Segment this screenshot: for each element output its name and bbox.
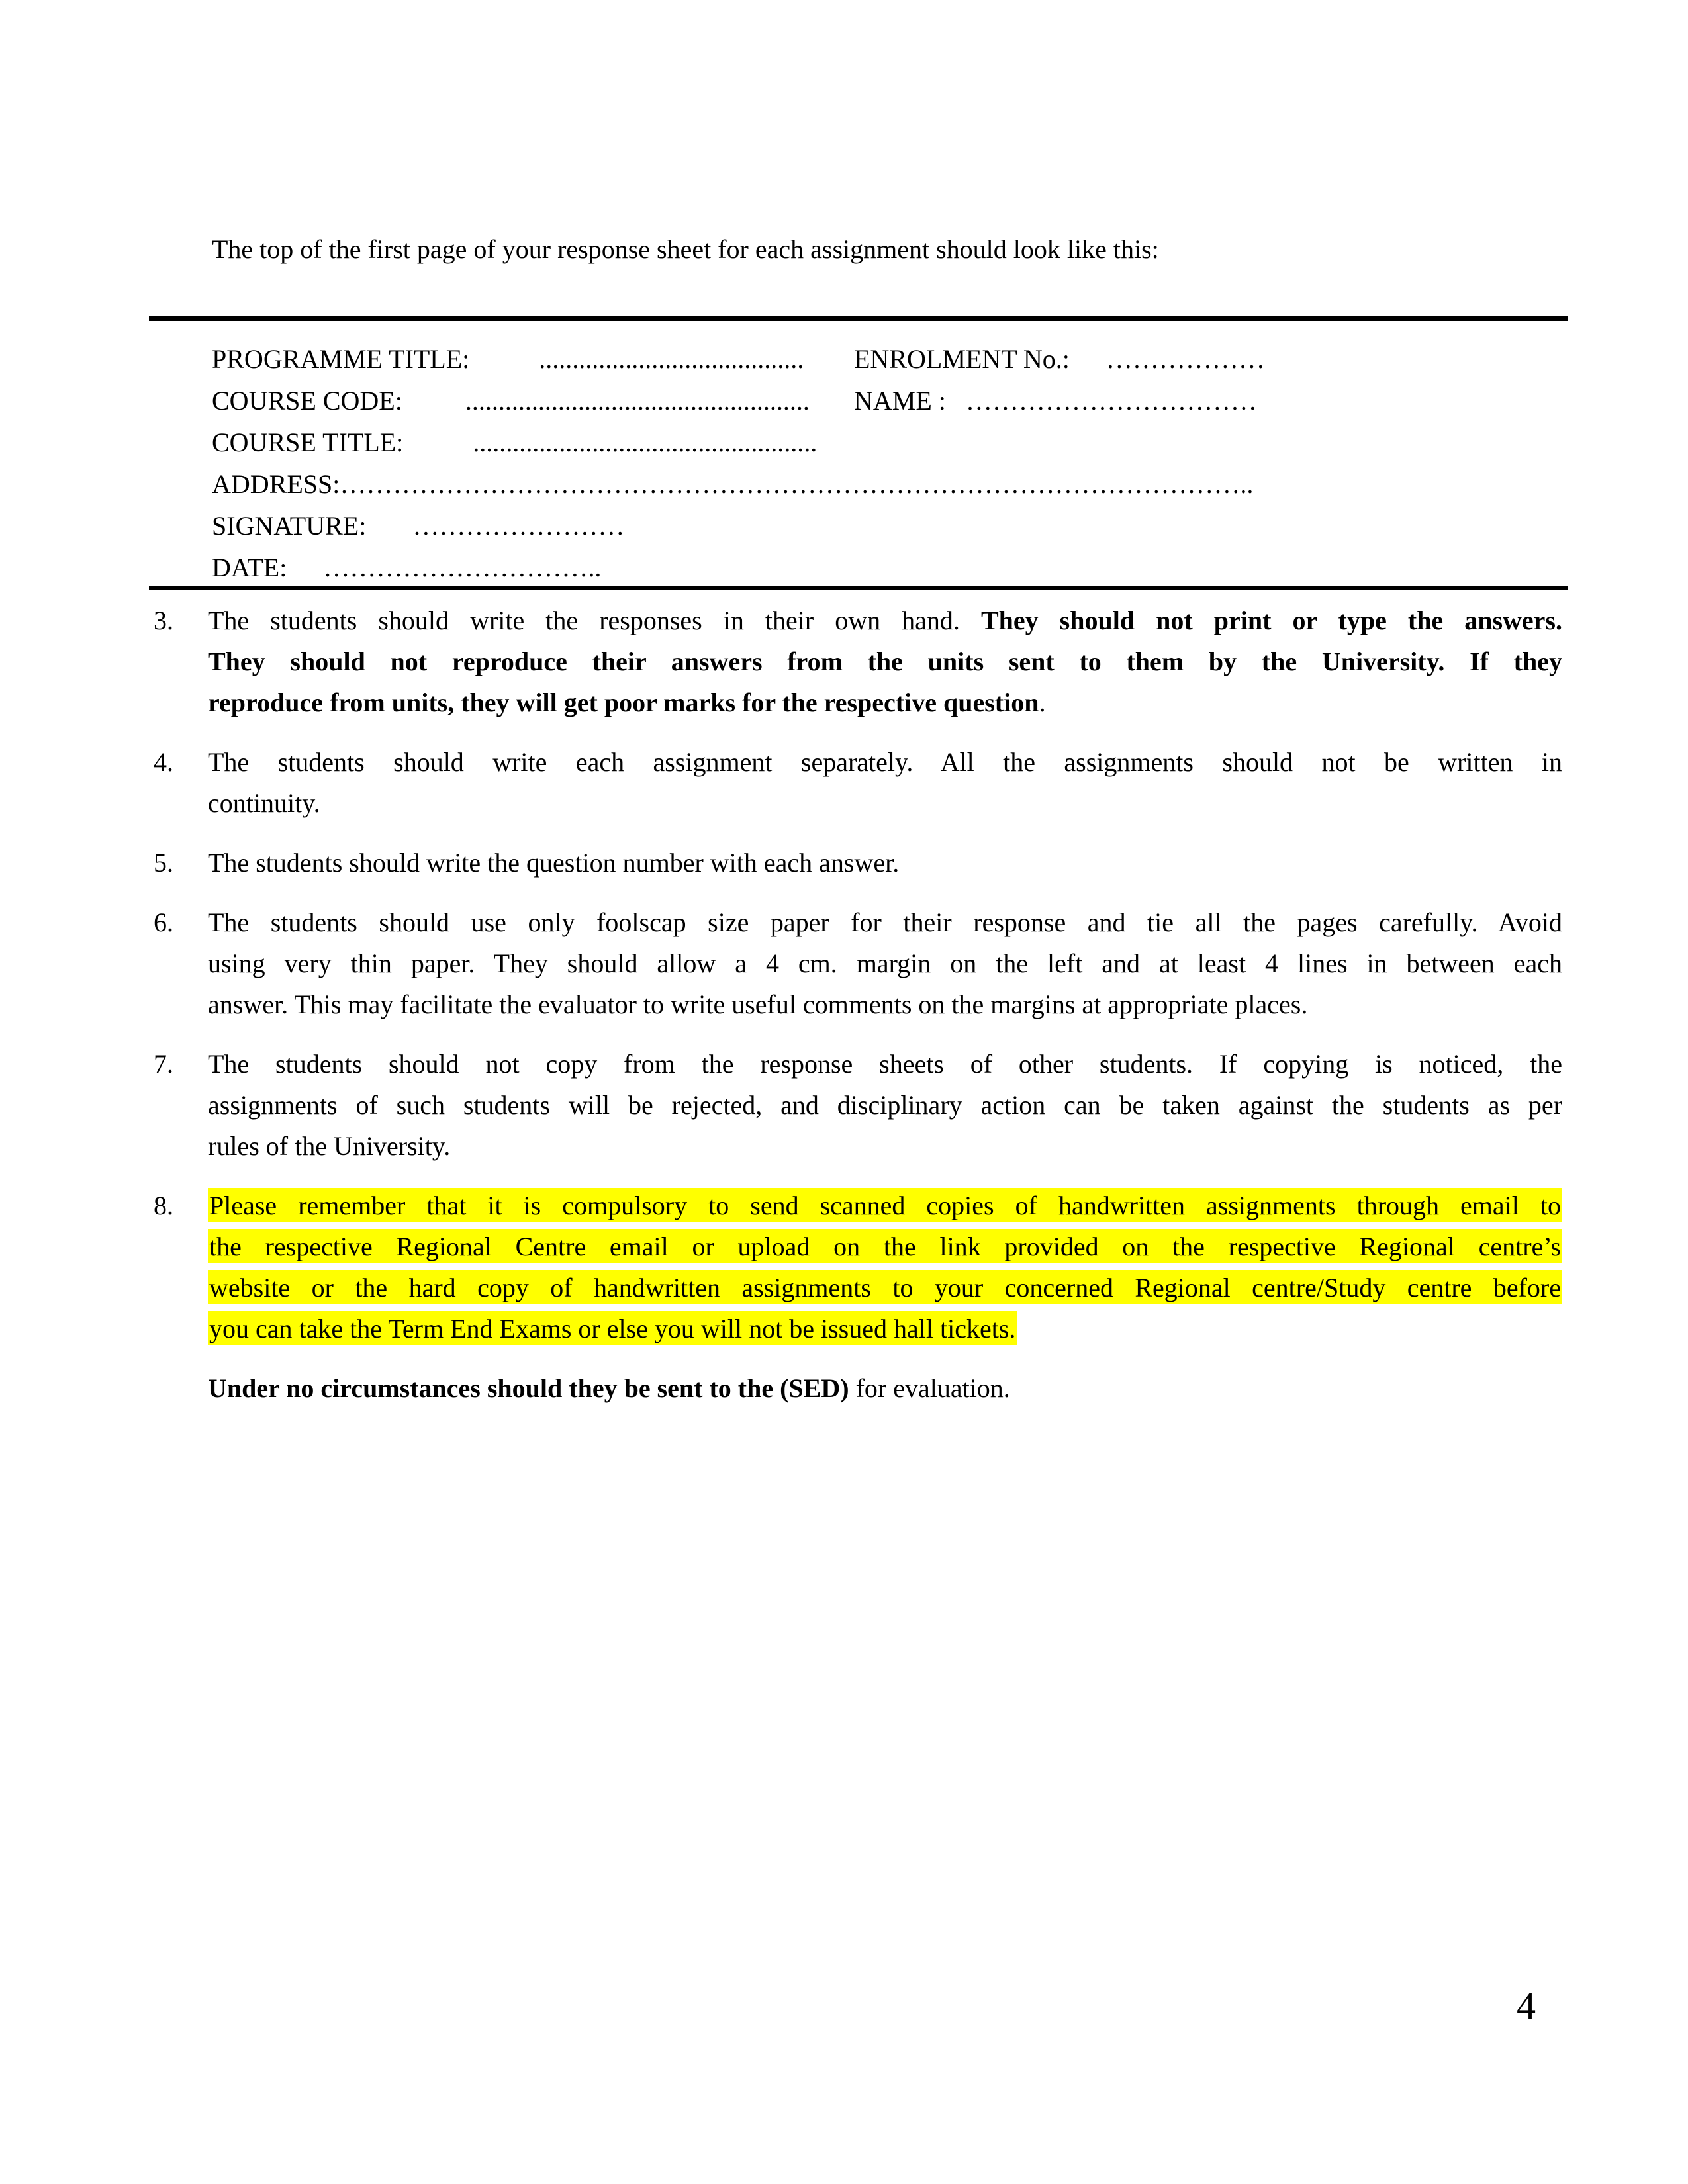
form-row-signature: [212, 505, 1568, 547]
item-7-line-2: [208, 1085, 1562, 1126]
bold-text-segment: They should not reproduce their answers from the units sent to them by the University. If they: [208, 647, 1562, 676]
intro-text: The top of the first page of your response sheet for each assignment should look like this:: [212, 234, 1159, 264]
course-title-label: COURSE TITLE:: [212, 428, 404, 457]
highlight: [208, 1229, 1562, 1263]
form-row-name: [854, 380, 1568, 422]
enrolment-no-label: ENROLMENT No.:: [854, 344, 1070, 374]
signature-label: SIGNATURE:: [212, 511, 367, 541]
course-code-label: COURSE CODE:: [212, 386, 402, 416]
name-leader-line: ……………………………: [965, 386, 1257, 416]
form-bottom-divider: [149, 586, 1568, 590]
text-segment: The students should write the question number with each answer.: [208, 848, 900, 878]
item-5-number: 5.: [154, 848, 173, 878]
course-title-leader-line: ....................................................: [473, 428, 818, 457]
highlight: [208, 1270, 1562, 1304]
programme-title-label: PROGRAMME TITLE:: [212, 344, 470, 374]
form-top-divider: [149, 316, 1568, 321]
item-7-line-1: [208, 1044, 1562, 1085]
text-segment: rules of the University.: [208, 1131, 451, 1161]
item-8-line-2-highlighted: [208, 1226, 1562, 1267]
course-code-leader-line: ....................................................: [465, 386, 810, 416]
item-3-line-2: [208, 641, 1562, 682]
closing-line: [208, 1368, 1562, 1409]
instructions-list: [154, 600, 1562, 1428]
highlight: [208, 1311, 1017, 1345]
text-segment: .: [1039, 688, 1046, 717]
item-3-line-3: [208, 682, 1562, 723]
list-item-4: [154, 742, 1562, 824]
form-row-spacer: [854, 422, 1568, 463]
form-grid: [212, 338, 1568, 588]
bold-text-segment: reproduce from units, they will get poor marks for the respective question: [208, 688, 1039, 717]
list-item-5: [154, 842, 1562, 884]
item-6-line-2: [208, 943, 1562, 984]
list-item-8: [154, 1185, 1562, 1349]
text-segment: The students should write the responses in their own hand.: [208, 606, 981, 635]
list-item-3: [154, 600, 1562, 723]
text-segment: you can take the Term End Exams or else you will not be issued hall tickets.: [209, 1314, 1016, 1343]
item-6-line-3: [208, 984, 1562, 1025]
item-8-line-3-highlighted: [208, 1267, 1562, 1308]
item-3-number: 3.: [154, 606, 173, 635]
item-4-line-2: [208, 783, 1562, 824]
address-leader-line: …………………………………………………………………………………………..: [340, 469, 1254, 499]
item-6-number: 6.: [154, 907, 173, 937]
text-segment: website or the hard copy of handwritten assignments to your concerned Regional centre/Study centre before: [209, 1273, 1561, 1302]
item-7-number: 7.: [154, 1049, 173, 1079]
item-8-line-4-highlighted: [208, 1308, 1562, 1349]
text-segment: assignments of such students will be rejected, and disciplinary action can be taken against the students as per: [208, 1090, 1562, 1120]
page-number: 4: [1517, 1984, 1536, 2027]
text-segment: for evaluation.: [849, 1373, 1010, 1403]
item-8-line-1-highlighted: [208, 1185, 1562, 1226]
signature-leader-line: ……………………: [412, 511, 625, 541]
text-segment: using very thin paper. They should allow a 4 cm. margin on the left and at least 4 lines in between each: [208, 948, 1562, 978]
text-segment: continuity.: [208, 788, 320, 818]
list-item-6: [154, 902, 1562, 1025]
text-segment: answer. This may facilitate the evaluator to write useful comments on the margins at appropriate places.: [208, 989, 1308, 1019]
highlight: [208, 1188, 1562, 1222]
form-row-programme-title: [212, 338, 854, 380]
form-row-course-code: [212, 380, 854, 422]
item-7-line-3: [208, 1126, 1562, 1167]
item-3-line-1: [208, 600, 1562, 641]
list-item-7: [154, 1044, 1562, 1167]
form-row-course-title: [212, 422, 854, 463]
date-label: DATE:: [212, 553, 287, 582]
item-4-line-1: [208, 742, 1562, 783]
address-label: ADDRESS:: [212, 469, 340, 499]
text-segment: Please remember that it is compulsory to send scanned copies of handwritten assignments through email to: [209, 1191, 1561, 1220]
programme-title-leader-line: ........................................: [539, 344, 804, 374]
enrolment-no-leader-line: ………………: [1105, 344, 1265, 374]
date-leader-line: …………………………..: [323, 553, 602, 582]
text-segment: The students should not copy from the response sheets of other students. If copying is noticed, the: [208, 1049, 1562, 1079]
item-5-line-1: [208, 842, 1562, 884]
item-4-number: 4.: [154, 747, 173, 777]
item-6-line-1: [208, 902, 1562, 943]
form-row-date: [212, 547, 1568, 588]
item-8-number: 8.: [154, 1191, 173, 1220]
form-row-address: [212, 463, 1568, 505]
form-row-enrolment-no: [854, 338, 1568, 380]
closing-note: [154, 1368, 1562, 1409]
text-segment: The students should write each assignment separately. All the assignments should not be written in: [208, 747, 1562, 777]
response-sheet-header-form: [212, 338, 1568, 588]
bold-text-segment: Under no circumstances should they be sent to the (SED): [208, 1373, 849, 1403]
text-segment: the respective Regional Centre email or upload on the link provided on the respective Regional centre’s: [209, 1232, 1561, 1261]
text-segment: The students should use only foolscap size paper for their response and tie all the pages carefully. Avoid: [208, 907, 1562, 937]
name-label: NAME :: [854, 386, 946, 416]
bold-text-segment: They should not print or type the answers.: [980, 606, 1562, 635]
